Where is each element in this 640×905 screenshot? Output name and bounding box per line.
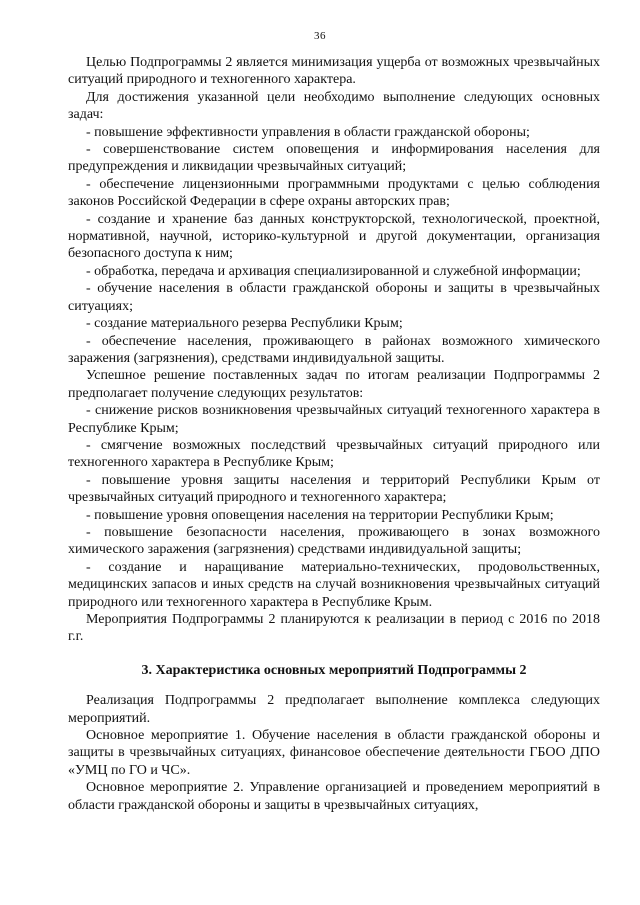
body-paragraph: Мероприятия Подпрограммы 2 планируются к реализации в период с 2016 по 2018 г.г. [68,612,600,645]
result-list-item: - снижение рисков возникновения чрезвычайных ситуаций техногенного характера в Республике Крым; [68,403,600,436]
result-list-item: - повышение уровня защиты населения и территорий Республики Крым от чрезвычайных ситуаций природного и техногенного характера; [68,472,600,506]
task-list-item: - создание материального резерва Республики Крым; [86,316,403,332]
task-list-item: - обработка, передача и архивация специализированной и служебной информации; [86,263,581,279]
section-paragraph: Реализация Подпрограммы 2 предполагает выполнение комплекса следующих мероприятий. [68,693,600,726]
section-paragraph: Основное мероприятие 1. Обучение населения в области гражданской обороны и защиты в чрезвычайных ситуациях, финансовое обеспечение деятельности ГБОО ДПО «УМЦ по ГО и ЧС». [68,728,600,778]
task-list-item: - совершенствование систем оповещения и информирования населения для предупреждения и ликвидации чрезвычайных ситуаций; [68,142,600,175]
task-list-item: - обеспечение лицензионными программными продуктами с целью соблюдения законов Российской Федерации в сфере охраны авторских прав; [68,176,600,210]
result-list-item: - повышение безопасности населения, проживающего в зонах возможного химического заражения (загрязнения) средствами индивидуальной защиты; [68,524,600,558]
document-body [68,54,600,814]
section-heading: 3. Характеристика основных мероприятий Подпрограммы 2 [141,662,527,678]
body-paragraph: Целью Подпрограммы 2 является минимизация ущерба от возможных чрезвычайных ситуаций природного и техногенного характера. [68,55,600,88]
result-list-item: - создание и наращивание материально-технических, продовольственных, медицинских запасов и иных средств на случай возникновения чрезвычайных ситуаций природного или техногенного характера в Республике Крым. [68,559,600,610]
result-list-item: - смягчение возможных последствий чрезвычайных ситуаций природного или техногенного характера в Республике Крым; [68,437,600,471]
task-list-item: - повышение эффективности управления в области гражданской обороны; [86,124,530,140]
result-list-item: - повышение уровня оповещения населения на территории Республики Крым; [86,507,554,523]
page-number: 36 [314,30,326,42]
task-list-item: - обеспечение населения, проживающего в районах возможного химического заражения (загрязнения), средствами индивидуальной защиты. [68,333,600,366]
task-list-item: - обучение населения в области гражданской обороны и защиты в чрезвычайных ситуациях; [68,281,600,314]
section-paragraph: Основное мероприятие 2. Управление организацией и проведением мероприятий в области гражданской обороны и защиты в чрезвычайных ситуациях, [68,780,600,813]
body-paragraph: Успешное решение поставленных задач по итогам реализации Подпрограммы 2 предполагает получение следующих результатов: [68,368,600,401]
body-paragraph: Для достижения указанной цели необходимо выполнение следующих основных задач: [68,89,600,123]
task-list-item: - создание и хранение баз данных конструкторской, технологической, проектной, нормативной, научной, историко-культурной и другой документации, организация безопасного доступа к ним; [68,211,600,262]
